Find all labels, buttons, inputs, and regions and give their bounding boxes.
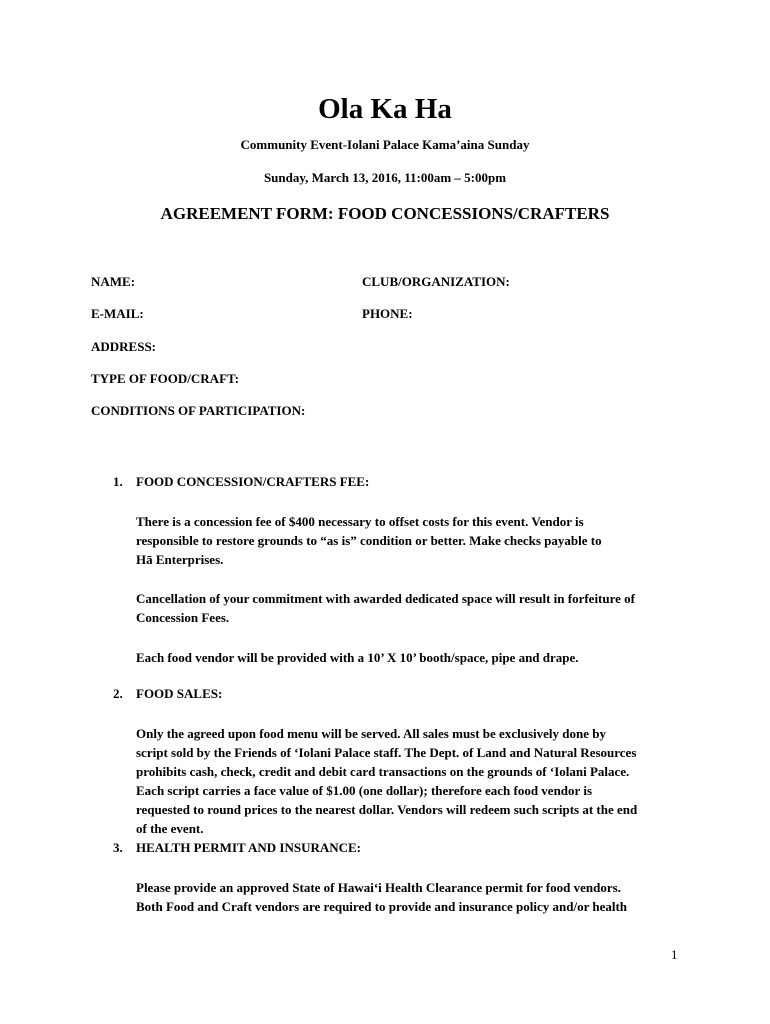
paragraph-line: Each food vendor will be provided with a 10’ X 10’ booth/space, pipe and drape. [136, 650, 579, 665]
address-label: ADDRESS: [91, 339, 157, 354]
section-title-health-permit: HEALTH PERMIT AND INSURANCE: [136, 840, 362, 855]
paragraph-fee [136, 512, 696, 569]
paragraph-cancellation [136, 589, 696, 627]
paragraph-line: There is a concession fee of $400 necessary to offset costs for this event. Vendor is [136, 514, 584, 529]
paragraph-line: Concession Fees. [136, 610, 230, 625]
paragraph-food-sales [136, 724, 696, 838]
email-label: E-MAIL: [91, 306, 144, 321]
paragraph-line: Hā Enterprises. [136, 552, 224, 567]
section-title-food-sales: FOOD SALES: [136, 686, 223, 701]
conditions-heading: CONDITIONS OF PARTICIPATION: [91, 403, 306, 418]
club-organization-label: CLUB/ORGANIZATION: [362, 274, 510, 289]
event-date: Sunday, March 13, 2016, 11:00am – 5:00pm [263, 170, 507, 185]
name-label: NAME: [91, 274, 136, 289]
paragraph-health-permit [136, 878, 696, 916]
paragraph-line: requested to round prices to the nearest dollar. Vendors will redeem such scripts at the end [136, 802, 638, 817]
paragraph-line: Both Food and Craft vendors are required to provide and insurance policy and/or health [136, 899, 628, 914]
section-number: 1. [113, 474, 123, 489]
paragraph-line: Each script carries a face value of $1.00 (one dollar); therefore each food vendor is [136, 783, 592, 798]
paragraph-line: script sold by the Friends of ‘Iolani Palace staff. The Dept. of Land and Natural Resources [136, 745, 637, 760]
section-number: 3. [113, 840, 123, 855]
section-title-fee: FOOD CONCESSION/CRAFTERS FEE: [136, 474, 370, 489]
paragraph-line: of the event. [136, 821, 204, 836]
page-number: 1 [671, 947, 678, 962]
paragraph-line: Please provide an approved State of Hawai‘i Health Clearance permit for food vendors. [136, 880, 621, 895]
paragraph-line: responsible to restore grounds to “as is” condition or better. Make checks payable to [136, 533, 602, 548]
form-heading: AGREEMENT FORM: FOOD CONCESSIONS/CRAFTERS [160, 204, 610, 223]
event-subtitle: Community Event-Iolani Palace Kama’aina Sunday [240, 137, 530, 152]
paragraph-line: Only the agreed upon food menu will be served. All sales must be exclusively done by [136, 726, 606, 741]
type-of-food-craft-label: TYPE OF FOOD/CRAFT: [91, 371, 240, 386]
paragraph-line: prohibits cash, check, credit and debit card transactions on the grounds of ‘Iolani Palace. [136, 764, 630, 779]
phone-label: PHONE: [362, 306, 413, 321]
section-number: 2. [113, 686, 123, 701]
paragraph-line: Cancellation of your commitment with awarded dedicated space will result in forfeiture of [136, 591, 635, 606]
document-title: Ola Ka Ha [318, 93, 452, 125]
paragraph-booth [136, 648, 696, 667]
